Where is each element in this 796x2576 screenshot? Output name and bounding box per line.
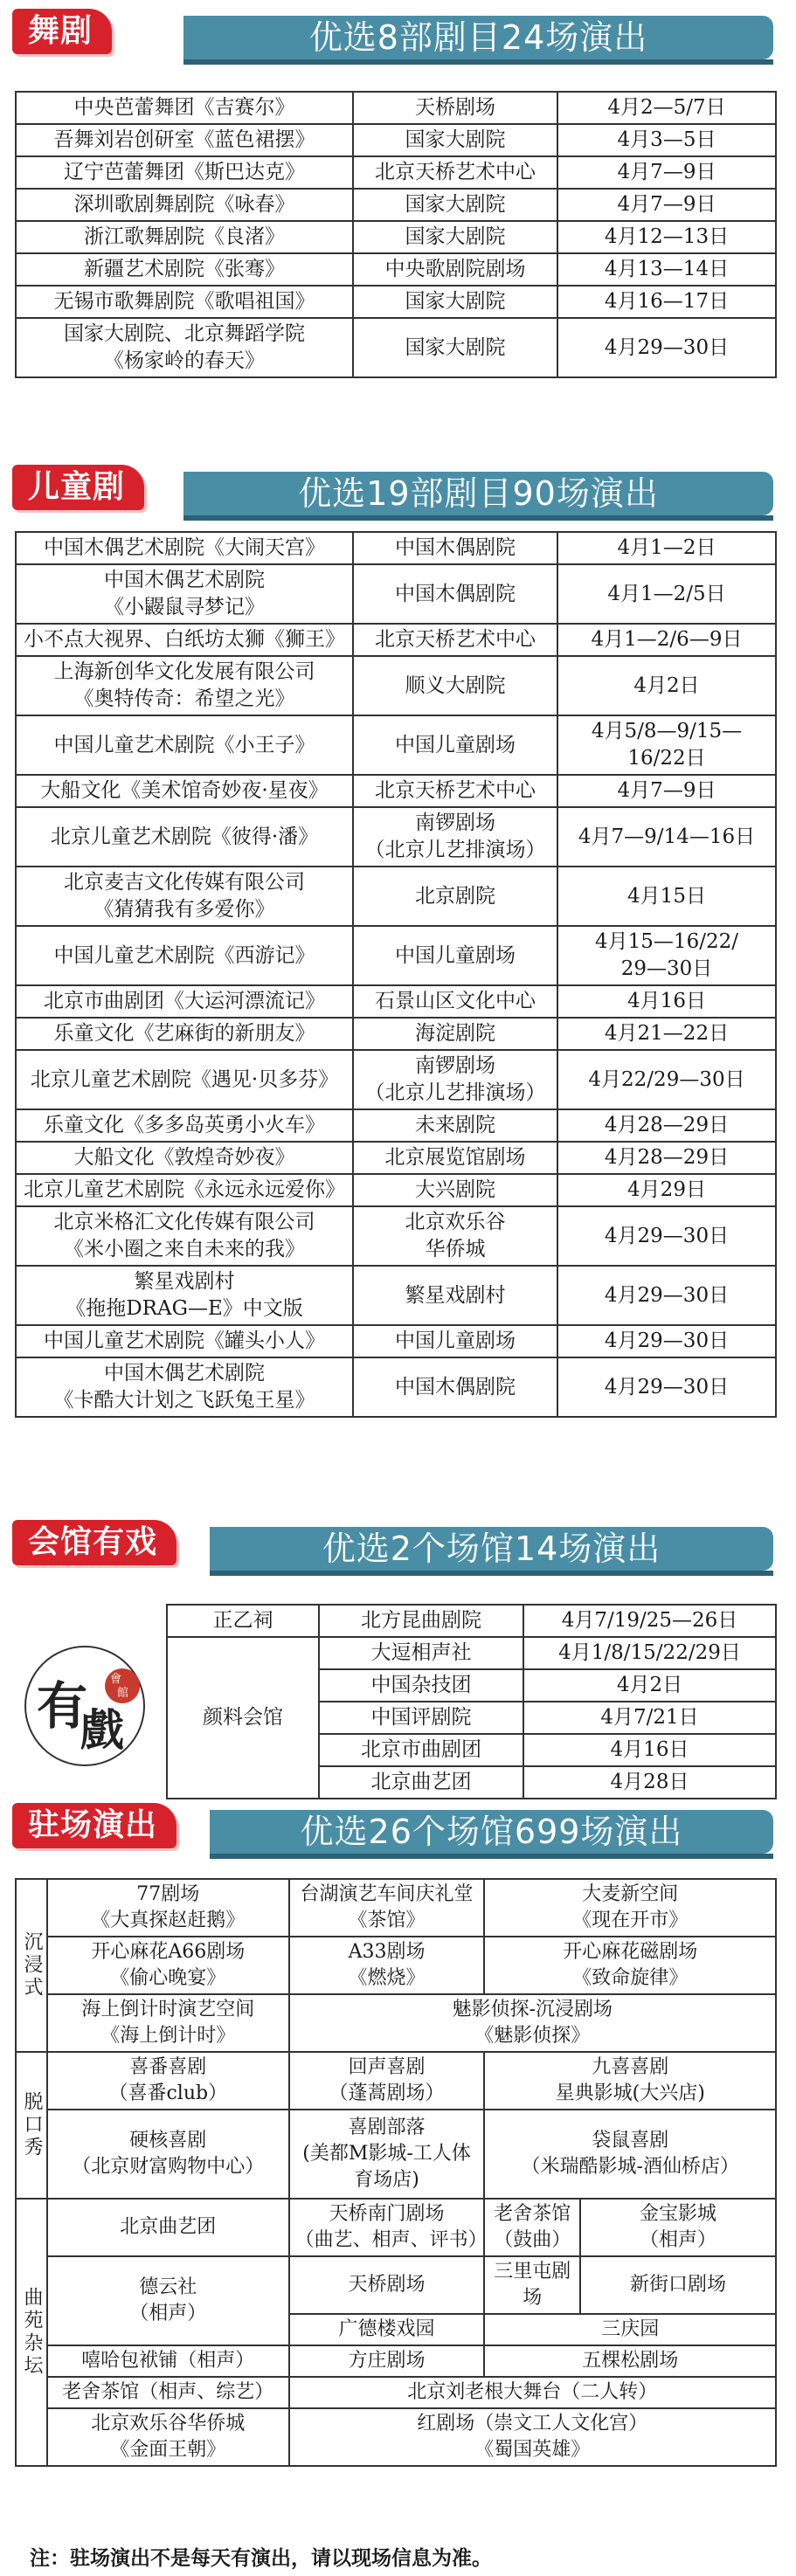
venue-cell: 北京市曲剧团 bbox=[319, 1734, 523, 1766]
category-label: 曲苑杂坛 bbox=[16, 2199, 47, 2466]
table-row bbox=[16, 985, 776, 1018]
table-row bbox=[16, 2408, 776, 2466]
table-row bbox=[16, 532, 776, 564]
date-cell: 4月29—30日 bbox=[557, 1325, 776, 1357]
date-cell: 4月28—29日 bbox=[557, 1109, 776, 1142]
table-row bbox=[167, 1605, 776, 1637]
table-row bbox=[16, 2256, 776, 2314]
title-cell: 国家大剧院、北京舞蹈学院 《杨家岭的春天》 bbox=[16, 318, 353, 377]
venue-cell: 五棵松剧场 bbox=[484, 2345, 776, 2377]
table-row bbox=[16, 318, 776, 377]
section-headline: 优选8部剧目24场演出 bbox=[183, 16, 773, 59]
date-cell: 4月12—13日 bbox=[557, 221, 776, 253]
date-cell: 4月16—17日 bbox=[557, 286, 776, 318]
venue-cell: A33剧场 《燃烧》 bbox=[289, 1937, 485, 1994]
footnote: 注：驻场演出不是每天有演出，请以现场信息为准。 bbox=[30, 2546, 492, 2570]
venue-cell: 三庆园 bbox=[484, 2314, 776, 2345]
table-row bbox=[16, 1050, 776, 1109]
title-cell: 繁星戏剧村 《拖拖DRAG—E》中文版 bbox=[16, 1266, 353, 1325]
venue-cell: 中国木偶剧院 bbox=[353, 532, 557, 564]
title-cell: 北京儿童艺术剧院《永远永远爱你》 bbox=[16, 1174, 353, 1206]
title-cell: 中国儿童艺术剧院《西游记》 bbox=[16, 926, 353, 985]
title-cell: 吾舞刘岩创研室《蓝色裙摆》 bbox=[16, 124, 353, 156]
venue-cell: 北京剧院 bbox=[353, 867, 557, 926]
guild-table bbox=[166, 1604, 777, 1799]
title-cell: 大船文化《敦煌奇妙夜》 bbox=[16, 1142, 353, 1174]
title-cell: 北京儿童艺术剧院《遇见·贝多芬》 bbox=[16, 1050, 353, 1109]
table-row bbox=[16, 867, 776, 926]
venue-cell: 北京曲艺团 bbox=[319, 1766, 523, 1799]
date-cell: 4月28日 bbox=[523, 1766, 776, 1799]
hall-cell: 颜料会馆 bbox=[167, 1637, 319, 1799]
section-tag: 儿童剧 bbox=[12, 465, 144, 510]
venue-cell: 魅影侦探-沉浸剧场 《魅影侦探》 bbox=[289, 1994, 776, 2052]
title-cell: 乐童文化《艺麻街的新朋友》 bbox=[16, 1018, 353, 1050]
venue-cell: 喜番喜剧 （喜番club） bbox=[47, 2052, 289, 2110]
venue-cell: 中国儿童剧场 bbox=[353, 1325, 557, 1357]
date-cell: 4月7—9日 bbox=[557, 156, 776, 189]
venue-cell: 三里屯剧场 bbox=[484, 2256, 580, 2314]
svg-text:館: 館 bbox=[117, 1687, 129, 1700]
date-cell: 4月16日 bbox=[557, 985, 776, 1018]
venue-cell: 喜剧部落 (美都M影城-工人体育场店) bbox=[289, 2110, 485, 2199]
venue-cell: 新街口剧场 bbox=[580, 2256, 776, 2314]
table-row bbox=[16, 1174, 776, 1206]
venue-cell: 广德楼戏园 bbox=[289, 2314, 485, 2345]
date-cell: 4月21—22日 bbox=[557, 1018, 776, 1050]
venue-cell: 台湖演艺车间庆礼堂 《茶馆》 bbox=[289, 1879, 485, 1937]
table-row bbox=[167, 1637, 776, 1669]
title-cell: 上海新创华文化发展有限公司 《奥特传奇：希望之光》 bbox=[16, 656, 353, 715]
title-cell: 深圳歌剧舞剧院《咏春》 bbox=[16, 189, 353, 221]
table-row bbox=[16, 926, 776, 985]
table-row bbox=[16, 2377, 776, 2408]
venue-cell: 开心麻花磁剧场 《致命旋律》 bbox=[484, 1937, 776, 1994]
date-cell: 4月2—5/7日 bbox=[557, 92, 776, 124]
venue-cell: 中国儿童剧场 bbox=[353, 926, 557, 985]
date-cell: 4月7—9日 bbox=[557, 189, 776, 221]
date-cell: 4月7/21日 bbox=[523, 1702, 776, 1734]
venue-cell: 九喜喜剧 星典影城(大兴店) bbox=[484, 2052, 776, 2110]
table-row bbox=[16, 1018, 776, 1050]
venue-cell: 77剧场 《大真探赵赶鹅》 bbox=[47, 1879, 289, 1937]
table-row bbox=[16, 1879, 776, 1937]
title-cell: 中国儿童艺术剧院《小王子》 bbox=[16, 715, 353, 775]
section-headline: 优选26个场馆699场演出 bbox=[210, 1810, 773, 1854]
venue-cell: 中国木偶剧院 bbox=[353, 1357, 557, 1417]
venue-cell: 开心麻花A66剧场 《偷心晚宴》 bbox=[47, 1937, 289, 1994]
category-label: 沉浸式 bbox=[16, 1879, 47, 2052]
table-row bbox=[16, 2110, 776, 2199]
date-cell: 4月15—16/22/ 29—30日 bbox=[557, 926, 776, 985]
date-cell: 4月7/19/25—26日 bbox=[523, 1605, 776, 1637]
venue-cell: 国家大剧院 bbox=[353, 318, 557, 377]
table-row bbox=[16, 807, 776, 867]
venue-cell: 国家大剧院 bbox=[353, 189, 557, 221]
title-cell: 北京麦吉文化传媒有限公司 《猜猜我有多爱你》 bbox=[16, 867, 353, 926]
section-header bbox=[0, 7, 796, 61]
category-label: 脱口秀 bbox=[16, 2052, 47, 2199]
venue-cell: 北京天桥艺术中心 bbox=[353, 775, 557, 807]
date-cell: 4月15日 bbox=[557, 867, 776, 926]
venue-cell: 未来剧院 bbox=[353, 1109, 557, 1142]
section-headline: 优选2个场馆14场演出 bbox=[210, 1527, 773, 1571]
date-cell: 4月2日 bbox=[523, 1669, 776, 1702]
title-cell: 中央芭蕾舞团《吉赛尔》 bbox=[16, 92, 353, 124]
table-row bbox=[16, 156, 776, 189]
venue-cell: 国家大剧院 bbox=[353, 124, 557, 156]
table-row bbox=[16, 656, 776, 715]
date-cell: 4月7—9/14—16日 bbox=[557, 807, 776, 867]
table-row bbox=[16, 286, 776, 318]
date-cell: 4月2日 bbox=[557, 656, 776, 715]
table-row bbox=[16, 2199, 776, 2256]
table-row bbox=[16, 1325, 776, 1357]
venue-cell: 硬核喜剧 （北京财富购物中心） bbox=[47, 2110, 289, 2199]
date-cell: 4月29—30日 bbox=[557, 1357, 776, 1417]
title-cell: 中国木偶艺术剧院《大闹天宫》 bbox=[16, 532, 353, 564]
table-row bbox=[16, 2052, 776, 2110]
title-cell: 中国儿童艺术剧院《罐头小人》 bbox=[16, 1325, 353, 1357]
title-cell: 北京儿童艺术剧院《彼得·潘》 bbox=[16, 807, 353, 867]
section-tag: 舞剧 bbox=[12, 9, 112, 54]
svg-text:有: 有 bbox=[37, 1676, 88, 1736]
venue-cell: 德云社 （相声） bbox=[47, 2256, 289, 2345]
venue-cell: 北京欢乐谷华侨城 《金面王朝》 bbox=[47, 2408, 289, 2466]
title-cell: 浙江歌舞剧院《良渚》 bbox=[16, 221, 353, 253]
venue-cell: 老舍茶馆 （鼓曲） bbox=[484, 2199, 580, 2256]
guild-seal-logo bbox=[19, 1640, 150, 1771]
venue-cell: 回声喜剧 （蓬蒿剧场） bbox=[289, 2052, 485, 2110]
venue-cell: 嘻哈包袱铺（相声） bbox=[47, 2345, 289, 2377]
venue-cell: 南锣剧场 （北京儿艺排演场） bbox=[353, 1050, 557, 1109]
date-cell: 4月3—5日 bbox=[557, 124, 776, 156]
table-row bbox=[16, 715, 776, 775]
date-cell: 4月1/8/15/22/29日 bbox=[523, 1637, 776, 1669]
date-cell: 4月29—30日 bbox=[557, 1206, 776, 1266]
date-cell: 4月29—30日 bbox=[557, 1266, 776, 1325]
date-cell: 4月7—9日 bbox=[557, 775, 776, 807]
date-cell: 4月1—2日 bbox=[557, 532, 776, 564]
table-row bbox=[16, 1937, 776, 1994]
venue-cell: 中国评剧院 bbox=[319, 1702, 523, 1734]
venue-cell: 石景山区文化中心 bbox=[353, 985, 557, 1018]
venue-cell: 大麦新空间 《现在开市》 bbox=[484, 1879, 776, 1937]
title-cell: 北京市曲剧团《大运河漂流记》 bbox=[16, 985, 353, 1018]
venue-cell: 国家大剧院 bbox=[353, 221, 557, 253]
venue-cell: 顺义大剧院 bbox=[353, 656, 557, 715]
venue-cell: 红剧场（崇文工人文化宫） 《蜀国英雄》 bbox=[289, 2408, 776, 2466]
title-cell: 北京米格汇文化传媒有限公司 《米小圈之来自未来的我》 bbox=[16, 1206, 353, 1266]
venue-cell: 繁星戏剧村 bbox=[353, 1266, 557, 1325]
date-cell: 4月5/8—9/15—16/22日 bbox=[557, 715, 776, 775]
title-cell: 小不点大视界、白纸坊太狮《狮王》 bbox=[16, 624, 353, 656]
section-tag: 会馆有戏 bbox=[12, 1520, 177, 1565]
table-row bbox=[16, 253, 776, 286]
date-cell: 4月1—2/6—9日 bbox=[557, 624, 776, 656]
section-headline: 优选19部剧目90场演出 bbox=[183, 472, 773, 515]
date-cell: 4月29日 bbox=[557, 1174, 776, 1206]
section-tag: 驻场演出 bbox=[12, 1803, 177, 1848]
venue-cell: 大兴剧院 bbox=[353, 1174, 557, 1206]
table-row bbox=[16, 1142, 776, 1174]
venue-cell: 老舍茶馆（相声、综艺） bbox=[47, 2377, 289, 2408]
title-cell: 中国木偶艺术剧院 《卡酷大计划之飞跃兔王星》 bbox=[16, 1357, 353, 1417]
svg-text:會: 會 bbox=[110, 1673, 122, 1686]
venue-cell: 大逗相声社 bbox=[319, 1637, 523, 1669]
table-row bbox=[16, 189, 776, 221]
svg-text:戲: 戲 bbox=[80, 1704, 124, 1756]
venue-cell: 天桥剧场 bbox=[353, 92, 557, 124]
venue-cell: 北京展览馆剧场 bbox=[353, 1142, 557, 1174]
section-header bbox=[0, 463, 796, 517]
venue-cell: 北京刘老根大舞台（二人转） bbox=[289, 2377, 776, 2408]
date-cell: 4月28—29日 bbox=[557, 1142, 776, 1174]
section-header bbox=[0, 1518, 796, 1572]
date-cell: 4月16日 bbox=[523, 1734, 776, 1766]
table-row bbox=[16, 2345, 776, 2377]
venue-cell: 中国木偶剧院 bbox=[353, 564, 557, 624]
hall-cell: 正乙祠 bbox=[167, 1605, 319, 1637]
table-row bbox=[16, 564, 776, 624]
title-cell: 中国木偶艺术剧院 《小鼹鼠寻梦记》 bbox=[16, 564, 353, 624]
section-header bbox=[0, 1801, 796, 1855]
venue-cell: 中国儿童剧场 bbox=[353, 715, 557, 775]
venue-cell: 北京天桥艺术中心 bbox=[353, 156, 557, 189]
venue-cell: 南锣剧场 （北京儿艺排演场） bbox=[353, 807, 557, 867]
venue-cell: 天桥剧场 bbox=[289, 2256, 485, 2314]
children-table bbox=[15, 531, 777, 1418]
table-row bbox=[16, 1109, 776, 1142]
venue-cell: 金宝影城 （相声） bbox=[580, 2199, 776, 2256]
venue-cell: 北方昆曲剧院 bbox=[319, 1605, 523, 1637]
venue-cell: 海淀剧院 bbox=[353, 1018, 557, 1050]
title-cell: 乐童文化《多多岛英勇小火车》 bbox=[16, 1109, 353, 1142]
venue-cell: 天桥南门剧场 （曲艺、相声、评书） bbox=[289, 2199, 485, 2256]
title-cell: 辽宁芭蕾舞团《斯巴达克》 bbox=[16, 156, 353, 189]
table-row bbox=[16, 1206, 776, 1266]
date-cell: 4月13—14日 bbox=[557, 253, 776, 286]
venue-cell: 方庄剧场 bbox=[289, 2345, 485, 2377]
venue-cell: 北京天桥艺术中心 bbox=[353, 624, 557, 656]
table-row bbox=[16, 1266, 776, 1325]
table-row bbox=[16, 92, 776, 124]
dance-table bbox=[15, 91, 777, 378]
venue-cell: 中国杂技团 bbox=[319, 1669, 523, 1702]
table-row bbox=[16, 775, 776, 807]
venue-cell: 海上倒计时演艺空间 《海上倒计时》 bbox=[47, 1994, 289, 2052]
table-row bbox=[16, 221, 776, 253]
table-row bbox=[16, 624, 776, 656]
venue-cell: 国家大剧院 bbox=[353, 286, 557, 318]
venue-cell: 袋鼠喜剧 （米瑞酷影城-酒仙桥店） bbox=[484, 2110, 776, 2199]
date-cell: 4月29—30日 bbox=[557, 318, 776, 377]
venue-cell: 北京曲艺团 bbox=[47, 2199, 289, 2256]
venue-cell: 中央歌剧院剧场 bbox=[353, 253, 557, 286]
date-cell: 4月1—2/5日 bbox=[557, 564, 776, 624]
title-cell: 大船文化《美术馆奇妙夜·星夜》 bbox=[16, 775, 353, 807]
title-cell: 无锡市歌舞剧院《歌唱祖国》 bbox=[16, 286, 353, 318]
table-row bbox=[16, 124, 776, 156]
table-row bbox=[16, 1357, 776, 1417]
resident-table bbox=[15, 1878, 777, 2467]
date-cell: 4月22/29—30日 bbox=[557, 1050, 776, 1109]
table-row bbox=[16, 1994, 776, 2052]
venue-cell: 北京欢乐谷 华侨城 bbox=[353, 1206, 557, 1266]
title-cell: 新疆艺术剧院《张骞》 bbox=[16, 253, 353, 286]
